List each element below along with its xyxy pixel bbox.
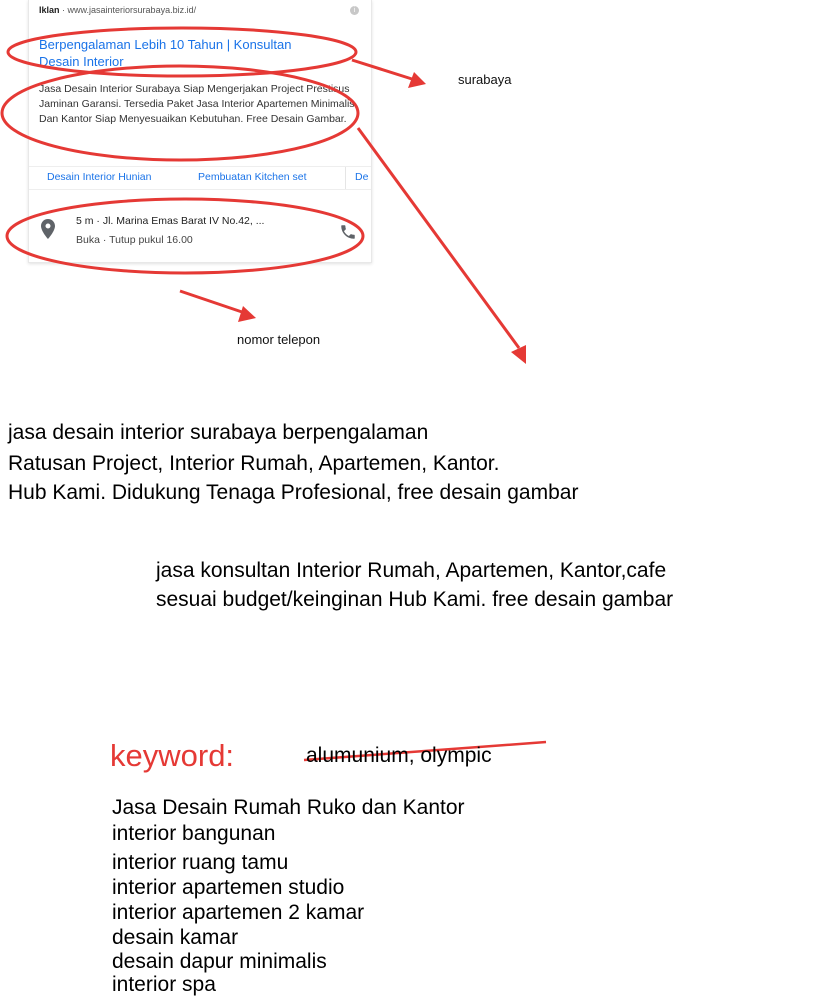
arrow-to-nomor-telepon bbox=[180, 291, 256, 322]
sitelink-truncated[interactable]: De bbox=[355, 171, 369, 183]
keyword-item: interior apartemen 2 kamar bbox=[112, 901, 365, 924]
keyword-item: Jasa Desain Rumah Ruko dan Kantor bbox=[112, 796, 465, 819]
paragraph2-line1: jasa konsultan Interior Rumah, Apartemen, Kantor,cafe bbox=[156, 559, 667, 582]
paragraph1-line3: Hub Kami. Didukung Tenaga Profesional, free desain gambar bbox=[8, 481, 579, 504]
keyword-label: keyword: bbox=[110, 738, 235, 773]
paragraph1-line1: jasa desain interior surabaya berpengalaman bbox=[8, 421, 429, 444]
paragraph1-line2: Ratusan Project, Interior Rumah, Apartemen, Kantor. bbox=[8, 452, 500, 475]
ad-title-line2[interactable]: Desain Interior bbox=[39, 54, 124, 69]
arrow-to-paragraph bbox=[358, 128, 526, 364]
ad-title-line1[interactable]: Berpengalaman Lebih 10 Tahun | Konsultan bbox=[39, 37, 292, 52]
sitelink-pembuatan-kitchen-set[interactable]: Pembuatan Kitchen set bbox=[198, 171, 307, 183]
keyword-item: desain kamar bbox=[112, 926, 239, 949]
title-highlight-ellipse bbox=[8, 28, 356, 76]
note-nomor-telepon: nomor telepon bbox=[237, 332, 321, 347]
crossed-out-keywords: alumunium, olympic bbox=[306, 744, 492, 767]
ad-url[interactable]: · www.jasainteriorsurabaya.biz.id/ bbox=[62, 5, 197, 15]
ad-label: Iklan bbox=[39, 5, 60, 15]
keyword-item: interior spa bbox=[112, 973, 216, 996]
keyword-item: interior bangunan bbox=[112, 822, 276, 845]
arrow-to-surabaya bbox=[352, 60, 426, 88]
paragraph2-line2: sesuai budget/keinginan Hub Kami. free desain gambar bbox=[156, 588, 674, 611]
sitelink-desain-interior-hunian[interactable]: Desain Interior Hunian bbox=[47, 171, 152, 183]
keyword-item: interior ruang tamu bbox=[112, 851, 289, 874]
keyword-item: interior apartemen studio bbox=[112, 876, 345, 899]
description-highlight-ellipse bbox=[2, 66, 358, 160]
keyword-item: desain dapur minimalis bbox=[112, 950, 327, 973]
location-highlight-ellipse bbox=[7, 199, 363, 273]
ad-description: Jasa Desain Interior Surabaya Siap Mengerjakan Project Prestisus Jaminan Garansi. Tersedia Paket Jasa Interior Apartemen Minimalis Dan Kantor Siap Menyesuaikan Kebutuhan. Free Desain Gambar. bbox=[39, 83, 355, 125]
location-address: 5 m · Jl. Marina Emas Barat IV No.42, ... bbox=[76, 215, 265, 227]
note-surabaya: surabaya bbox=[458, 72, 512, 87]
location-hours: Buka · Tutup pukul 16.00 bbox=[76, 234, 193, 246]
info-icon[interactable]: i bbox=[350, 6, 359, 15]
